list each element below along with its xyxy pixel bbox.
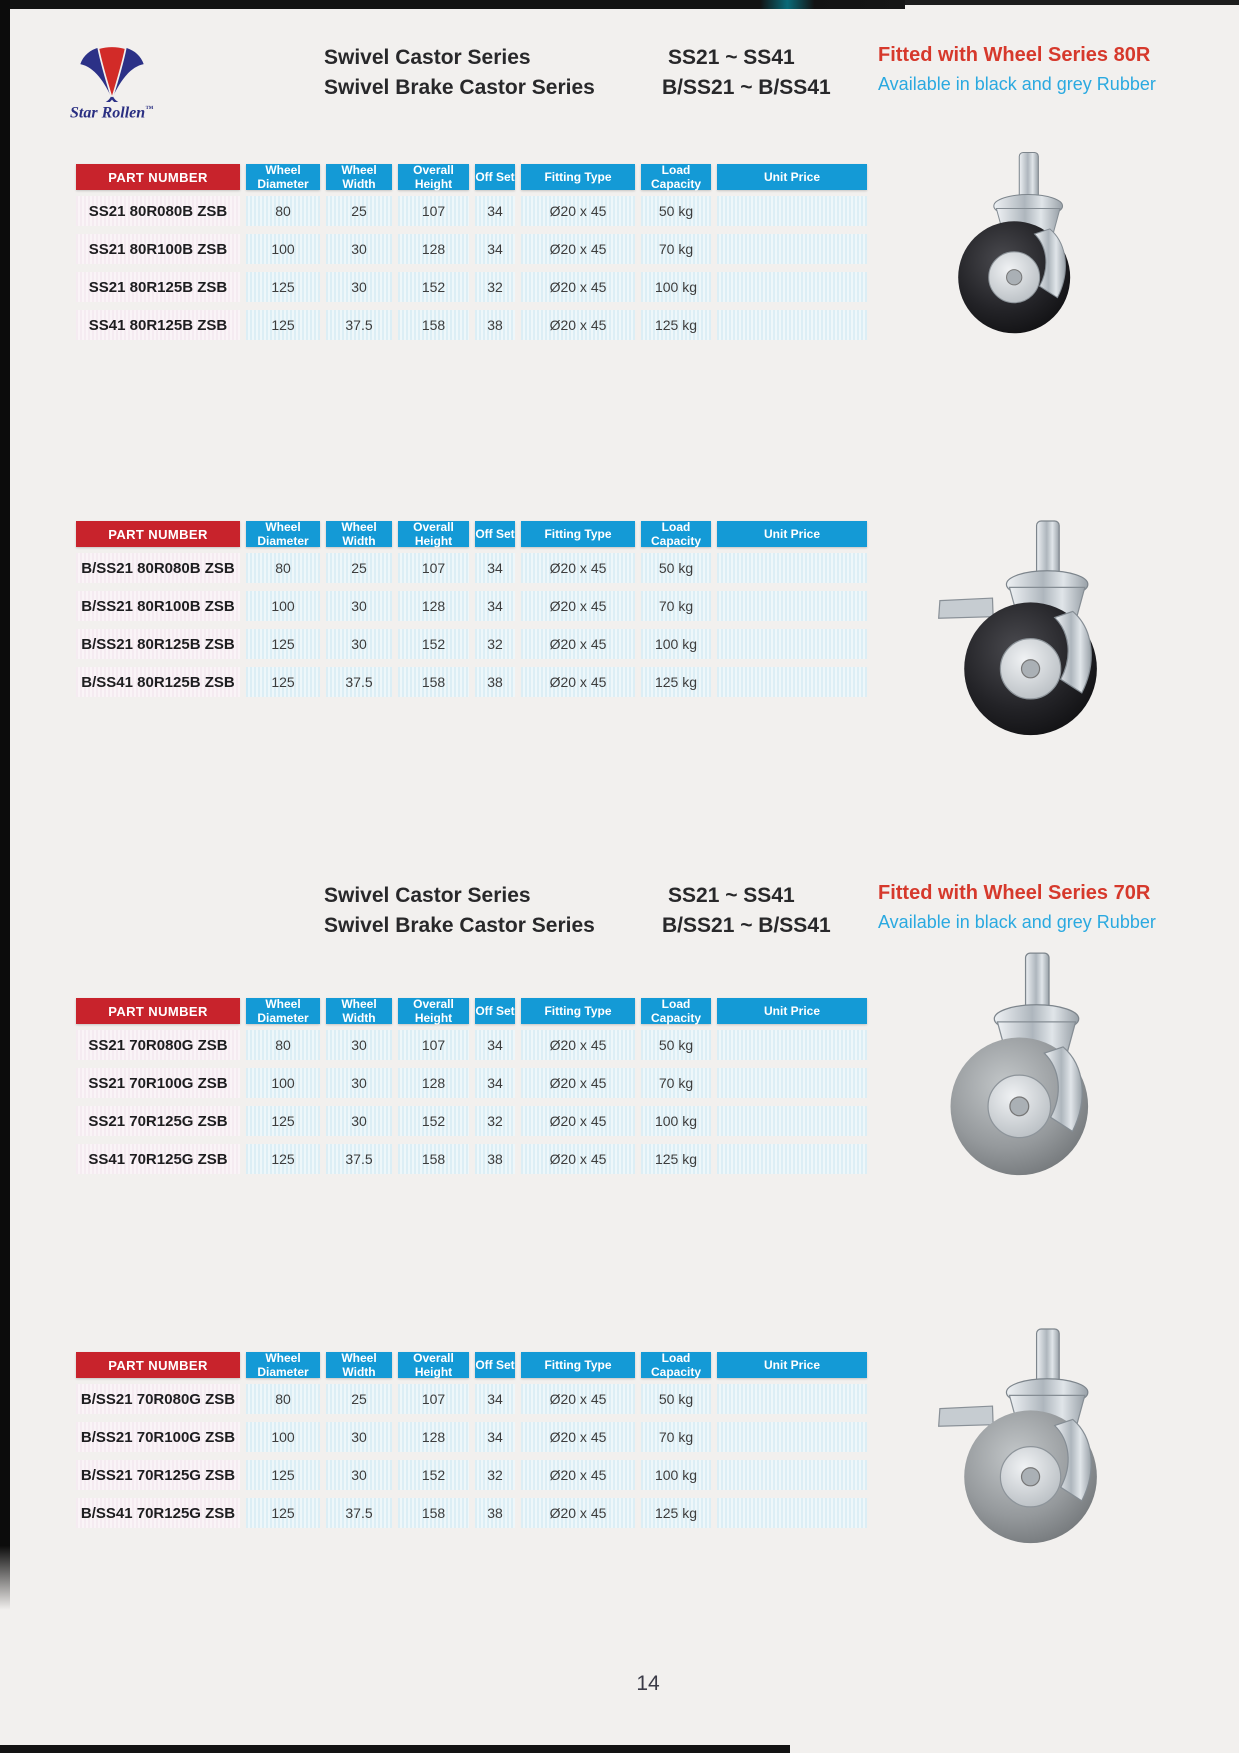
wheel-diameter-cell: 125 [246,310,320,340]
unit-price-cell [717,1498,867,1528]
wheel-diameter-cell: 100 [246,1068,320,1098]
unit-price-cell [717,1068,867,1098]
unit-price-cell [717,667,867,697]
table-row [76,1144,867,1174]
fitting-type-cell: Ø20 x 45 [521,196,635,226]
unit-price-cell [717,272,867,302]
section-title-swivel: Swivel Castor Series [324,884,531,907]
load-capacity-cell: 100 kg [641,1106,711,1136]
part-number-cell: B/SS21 80R080B ZSB [76,553,240,583]
spec-table-swivel-70r [76,998,867,1182]
overall-height-cell: 158 [398,1498,469,1528]
load-capacity-cell: 100 kg [641,1460,711,1490]
scan-edge-left [0,0,10,1610]
col-header-wheel-width: Wheel Width [326,1352,392,1378]
col-header-part-number: PART NUMBER [76,1352,240,1378]
wheel-diameter-cell: 80 [246,553,320,583]
table-row [76,196,867,226]
part-number-cell: B/SS21 70R100G ZSB [76,1422,240,1452]
overall-height-cell: 107 [398,553,469,583]
spec-table-swivel-brake-70r [76,1352,867,1536]
col-header-overall-height: Overall Height [398,521,469,547]
photo-swivel-brake-castor-grey [922,1326,1118,1552]
col-header-load-capacity: Load Capacity [641,998,711,1024]
wheel-diameter-cell: 125 [246,629,320,659]
load-capacity-cell: 50 kg [641,1384,711,1414]
table-row [76,1460,867,1490]
col-header-wheel-width: Wheel Width [326,998,392,1024]
scan-edge-top [0,0,905,9]
table-row [76,553,867,583]
fitting-type-cell: Ø20 x 45 [521,629,635,659]
col-header-fitting-type: Fitting Type [521,1352,635,1378]
load-capacity-cell: 125 kg [641,667,711,697]
overall-height-cell: 128 [398,234,469,264]
scan-edge-bottom [0,1745,790,1753]
fitted-wheel-note: Fitted with Wheel Series 80R [878,44,1151,66]
off-set-cell: 34 [475,1384,515,1414]
col-header-unit-price: Unit Price [717,521,867,547]
off-set-cell: 34 [475,196,515,226]
unit-price-cell [717,1106,867,1136]
wheel-diameter-cell: 125 [246,1106,320,1136]
part-number-cell: SS21 70R125G ZSB [76,1106,240,1136]
load-capacity-cell: 70 kg [641,1068,711,1098]
off-set-cell: 34 [475,1068,515,1098]
wheel-width-cell: 30 [326,1030,392,1060]
col-header-off-set: Off Set [475,164,515,190]
off-set-cell: 32 [475,629,515,659]
col-header-unit-price: Unit Price [717,998,867,1024]
photo-swivel-castor-black [948,150,1088,341]
load-capacity-cell: 50 kg [641,196,711,226]
overall-height-cell: 152 [398,1460,469,1490]
table-row [76,667,867,697]
part-number-cell: B/SS41 80R125B ZSB [76,667,240,697]
off-set-cell: 32 [475,1460,515,1490]
wheel-diameter-cell: 80 [246,196,320,226]
wheel-diameter-cell: 100 [246,234,320,264]
photo-swivel-castor-grey [938,950,1110,1185]
unit-price-cell [717,1422,867,1452]
overall-height-cell: 107 [398,196,469,226]
fitting-type-cell: Ø20 x 45 [521,1106,635,1136]
part-number-cell: SS21 80R080B ZSB [76,196,240,226]
series-range-swivel: SS21 ~ SS41 [668,884,795,907]
col-header-wheel-diameter: Wheel Diameter [246,998,320,1024]
off-set-cell: 32 [475,272,515,302]
off-set-cell: 34 [475,1422,515,1452]
overall-height-cell: 152 [398,1106,469,1136]
col-header-load-capacity: Load Capacity [641,521,711,547]
wheel-width-cell: 30 [326,591,392,621]
wheel-diameter-cell: 125 [246,1460,320,1490]
table-row [76,1106,867,1136]
part-number-cell: B/SS41 70R125G ZSB [76,1498,240,1528]
section-header-70r [0,884,1239,954]
wheel-width-cell: 25 [326,196,392,226]
col-header-fitting-type: Fitting Type [521,164,635,190]
part-number-cell: SS41 80R125B ZSB [76,310,240,340]
fitting-type-cell: Ø20 x 45 [521,1384,635,1414]
wheel-width-cell: 25 [326,1384,392,1414]
overall-height-cell: 107 [398,1384,469,1414]
overall-height-cell: 128 [398,1068,469,1098]
part-number-cell: B/SS21 80R100B ZSB [76,591,240,621]
fitting-type-cell: Ø20 x 45 [521,234,635,264]
off-set-cell: 38 [475,1498,515,1528]
wheel-width-cell: 37.5 [326,310,392,340]
series-range-swivel: SS21 ~ SS41 [668,46,795,69]
wheel-diameter-cell: 125 [246,272,320,302]
fitting-type-cell: Ø20 x 45 [521,1144,635,1174]
availability-note: Available in black and grey Rubber [878,74,1156,94]
part-number-cell: SS21 70R100G ZSB [76,1068,240,1098]
off-set-cell: 34 [475,553,515,583]
load-capacity-cell: 70 kg [641,1422,711,1452]
table-row [76,272,867,302]
section-header-80r [0,46,1239,116]
table-row [76,1384,867,1414]
wheel-width-cell: 37.5 [326,667,392,697]
part-number-cell: B/SS21 70R080G ZSB [76,1384,240,1414]
fitting-type-cell: Ø20 x 45 [521,1422,635,1452]
wheel-width-cell: 30 [326,1460,392,1490]
wheel-width-cell: 30 [326,1106,392,1136]
wheel-width-cell: 25 [326,553,392,583]
fitting-type-cell: Ø20 x 45 [521,310,635,340]
castor-black-swivel-icon [948,150,1088,341]
load-capacity-cell: 50 kg [641,553,711,583]
part-number-cell: SS21 80R125B ZSB [76,272,240,302]
wheel-diameter-cell: 125 [246,667,320,697]
part-number-cell: B/SS21 70R125G ZSB [76,1460,240,1490]
wheel-diameter-cell: 125 [246,1498,320,1528]
load-capacity-cell: 100 kg [641,272,711,302]
availability-note: Available in black and grey Rubber [878,912,1156,932]
col-header-load-capacity: Load Capacity [641,164,711,190]
fitted-wheel-note: Fitted with Wheel Series 70R [878,882,1151,904]
col-header-off-set: Off Set [475,521,515,547]
wheel-diameter-cell: 80 [246,1030,320,1060]
fitting-type-cell: Ø20 x 45 [521,667,635,697]
overall-height-cell: 128 [398,591,469,621]
castor-black-brake-icon [922,518,1118,744]
wheel-diameter-cell: 100 [246,591,320,621]
fitting-type-cell: Ø20 x 45 [521,1460,635,1490]
castor-grey-swivel-icon [938,950,1110,1185]
col-header-unit-price: Unit Price [717,164,867,190]
unit-price-cell [717,553,867,583]
col-header-part-number: PART NUMBER [76,521,240,547]
wheel-width-cell: 30 [326,1068,392,1098]
unit-price-cell [717,1030,867,1060]
overall-height-cell: 158 [398,1144,469,1174]
wheel-width-cell: 30 [326,629,392,659]
wheel-width-cell: 30 [326,272,392,302]
castor-grey-brake-icon [922,1326,1118,1552]
col-header-unit-price: Unit Price [717,1352,867,1378]
brand-text: Star Rollen [70,104,146,122]
table-row [76,310,867,340]
table-row [76,1030,867,1060]
load-capacity-cell: 125 kg [641,310,711,340]
unit-price-cell [717,591,867,621]
series-range-swivel-brake: B/SS21 ~ B/SS41 [662,76,831,99]
table-row [76,1422,867,1452]
photo-swivel-brake-castor-black [922,518,1118,744]
load-capacity-cell: 70 kg [641,234,711,264]
off-set-cell: 38 [475,1144,515,1174]
unit-price-cell [717,234,867,264]
table-header-row [76,521,867,547]
part-number-cell: SS21 70R080G ZSB [76,1030,240,1060]
wheel-width-cell: 37.5 [326,1498,392,1528]
load-capacity-cell: 50 kg [641,1030,711,1060]
table-row [76,591,867,621]
section-title-swivel-brake: Swivel Brake Castor Series [324,914,595,937]
col-header-wheel-diameter: Wheel Diameter [246,164,320,190]
wheel-diameter-cell: 125 [246,1144,320,1174]
series-range-swivel-brake: B/SS21 ~ B/SS41 [662,914,831,937]
overall-height-cell: 158 [398,310,469,340]
unit-price-cell [717,1460,867,1490]
col-header-off-set: Off Set [475,1352,515,1378]
col-header-wheel-diameter: Wheel Diameter [246,521,320,547]
col-header-fitting-type: Fitting Type [521,521,635,547]
table-row [76,234,867,264]
col-header-part-number: PART NUMBER [76,998,240,1024]
load-capacity-cell: 125 kg [641,1144,711,1174]
wheel-width-cell: 30 [326,1422,392,1452]
section-title-swivel: Swivel Castor Series [324,46,531,69]
col-header-wheel-width: Wheel Width [326,521,392,547]
load-capacity-cell: 125 kg [641,1498,711,1528]
unit-price-cell [717,1384,867,1414]
off-set-cell: 34 [475,1030,515,1060]
off-set-cell: 32 [475,1106,515,1136]
overall-height-cell: 128 [398,1422,469,1452]
fitting-type-cell: Ø20 x 45 [521,591,635,621]
unit-price-cell [717,629,867,659]
table-row [76,1498,867,1528]
col-header-fitting-type: Fitting Type [521,998,635,1024]
table-header-row [76,164,867,190]
wheel-width-cell: 30 [326,234,392,264]
table-row [76,629,867,659]
unit-price-cell [717,310,867,340]
section-title-swivel-brake: Swivel Brake Castor Series [324,76,595,99]
spec-table-swivel-80r [76,164,867,348]
col-header-overall-height: Overall Height [398,998,469,1024]
unit-price-cell [717,1144,867,1174]
overall-height-cell: 107 [398,1030,469,1060]
part-number-cell: B/SS21 80R125B ZSB [76,629,240,659]
table-header-row [76,1352,867,1378]
table-header-row [76,998,867,1024]
fitting-type-cell: Ø20 x 45 [521,553,635,583]
trademark-symbol: ™ [145,104,154,113]
spec-table-swivel-brake-80r [76,521,867,705]
off-set-cell: 38 [475,667,515,697]
overall-height-cell: 158 [398,667,469,697]
fitting-type-cell: Ø20 x 45 [521,1498,635,1528]
fitting-type-cell: Ø20 x 45 [521,1068,635,1098]
part-number-cell: SS41 70R125G ZSB [76,1144,240,1174]
wheel-diameter-cell: 80 [246,1384,320,1414]
col-header-load-capacity: Load Capacity [641,1352,711,1378]
load-capacity-cell: 70 kg [641,591,711,621]
unit-price-cell [717,196,867,226]
overall-height-cell: 152 [398,272,469,302]
table-row [76,1068,867,1098]
fitting-type-cell: Ø20 x 45 [521,272,635,302]
fitting-type-cell: Ø20 x 45 [521,1030,635,1060]
off-set-cell: 38 [475,310,515,340]
page-number: 14 [636,1672,660,1695]
col-header-wheel-width: Wheel Width [326,164,392,190]
col-header-off-set: Off Set [475,998,515,1024]
wheel-diameter-cell: 100 [246,1422,320,1452]
col-header-part-number: PART NUMBER [76,164,240,190]
wheel-width-cell: 37.5 [326,1144,392,1174]
col-header-overall-height: Overall Height [398,164,469,190]
scan-edge-top-right [905,0,1239,5]
off-set-cell: 34 [475,591,515,621]
col-header-overall-height: Overall Height [398,1352,469,1378]
off-set-cell: 34 [475,234,515,264]
part-number-cell: SS21 80R100B ZSB [76,234,240,264]
load-capacity-cell: 100 kg [641,629,711,659]
col-header-wheel-diameter: Wheel Diameter [246,1352,320,1378]
overall-height-cell: 152 [398,629,469,659]
